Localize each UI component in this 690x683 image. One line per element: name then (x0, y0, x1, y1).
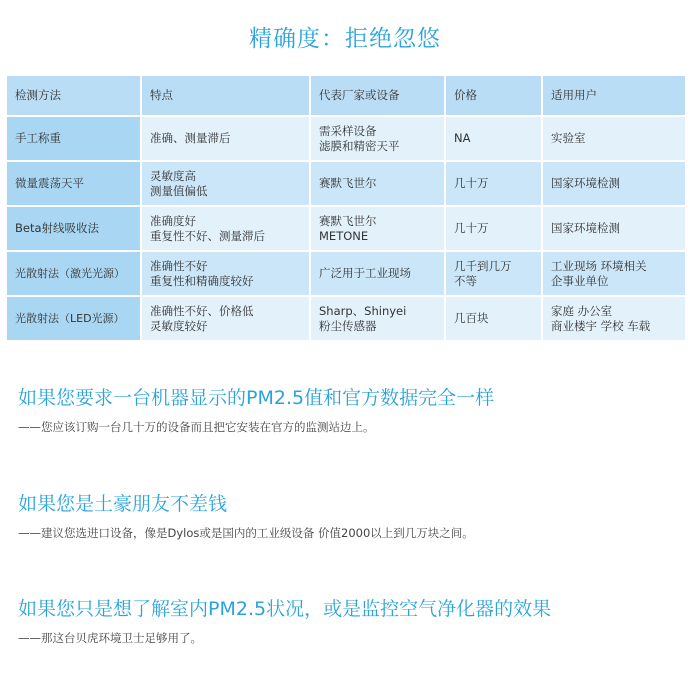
features-cell (142, 207, 309, 250)
table-row (7, 252, 685, 295)
price-cell (446, 162, 541, 205)
price-cell (446, 117, 541, 160)
vendors-line: METONE (319, 228, 369, 243)
advice-text: ——您应该订购一台几十万的设备而且把它安装在官方的监测站边上。 (18, 420, 375, 434)
advice-heading: 如果您只是想了解室内PM2.5状况，或是监控空气净化器的效果 (18, 598, 552, 620)
advice-text: ——建议您选进口设备，像是Dylos或是国内的工业级设备 价值2000以上到几万块之间。 (18, 526, 474, 540)
users-cell (543, 162, 685, 205)
advice-section (18, 594, 678, 646)
users-line: 实验室 (551, 131, 586, 145)
price-line: 几十万 (454, 221, 489, 235)
header-method: 检测方法 (7, 76, 140, 115)
method-cell: Beta射线吸收法 (7, 207, 140, 250)
features-line: 准确性不好、价格低 (150, 303, 254, 318)
price-line: NA (454, 131, 471, 145)
users-cell (543, 252, 685, 295)
vendors-cell (311, 117, 444, 160)
features-line: 准确度好 (150, 213, 196, 228)
users-line: 商业楼宇 学校 车载 (551, 318, 651, 333)
method-cell: 光散射法（LED光源） (7, 297, 140, 340)
vendors-line: Sharp、Shinyei (319, 303, 407, 318)
price-line: 不等 (454, 273, 477, 288)
comparison-table (5, 74, 687, 342)
users-cell (543, 207, 685, 250)
features-cell (142, 297, 309, 340)
features-line: 重复性和精确度较好 (150, 273, 254, 288)
method-cell: 微量震荡天平 (7, 162, 140, 205)
users-line: 企事业单位 (551, 273, 609, 288)
features-line: 准确、测量滞后 (150, 131, 231, 145)
price-line: 几十万 (454, 176, 489, 190)
advice-text: ——那这台贝虎环境卫士足够用了。 (18, 631, 202, 645)
table-row (7, 207, 685, 250)
method-cell: 手工称重 (7, 117, 140, 160)
header-users: 适用用户 (543, 76, 685, 115)
users-line: 家庭 办公室 (551, 303, 613, 318)
vendors-line: 滤膜和精密天平 (319, 138, 400, 153)
features-cell (142, 162, 309, 205)
advice-heading: 如果您是土豪朋友不差钱 (18, 493, 228, 515)
vendors-line: 需采样设备 (319, 123, 377, 138)
vendors-line: 赛默飞世尔 (319, 213, 377, 228)
users-line: 工业现场 环境相关 (551, 258, 647, 273)
vendors-line: 广泛用于工业现场 (319, 266, 411, 280)
features-line: 灵敏度较好 (150, 318, 208, 333)
table-header-row (7, 76, 685, 115)
features-line: 重复性不好、测量滞后 (150, 228, 265, 243)
advice-heading: 如果您要求一台机器显示的PM2.5值和官方数据完全一样 (18, 387, 495, 409)
price-cell (446, 297, 541, 340)
features-line: 灵敏度高 (150, 168, 196, 183)
method-cell: 光散射法（激光光源） (7, 252, 140, 295)
vendors-cell (311, 252, 444, 295)
features-line: 测量值偏低 (150, 183, 208, 198)
users-line: 国家环境检测 (551, 221, 620, 235)
vendors-cell (311, 207, 444, 250)
table-row (7, 162, 685, 205)
vendors-line: 赛默飞世尔 (319, 176, 377, 190)
vendors-cell (311, 297, 444, 340)
header-price: 价格 (446, 76, 541, 115)
table-row (7, 297, 685, 340)
price-line: 几千到几万 (454, 258, 512, 273)
price-line: 几百块 (454, 311, 489, 325)
advice-section (18, 489, 678, 541)
features-cell (142, 117, 309, 160)
price-cell (446, 207, 541, 250)
table-row (7, 117, 685, 160)
price-cell (446, 252, 541, 295)
features-line: 准确性不好 (150, 258, 208, 273)
users-line: 国家环境检测 (551, 176, 620, 190)
header-vendors: 代表厂家或设备 (311, 76, 444, 115)
users-cell (543, 297, 685, 340)
advice-section (18, 383, 678, 435)
vendors-cell (311, 162, 444, 205)
users-cell (543, 117, 685, 160)
header-features: 特点 (142, 76, 309, 115)
page-title: 精确度：拒绝忽悠 (249, 26, 441, 52)
features-cell (142, 252, 309, 295)
vendors-line: 粉尘传感器 (319, 318, 377, 333)
